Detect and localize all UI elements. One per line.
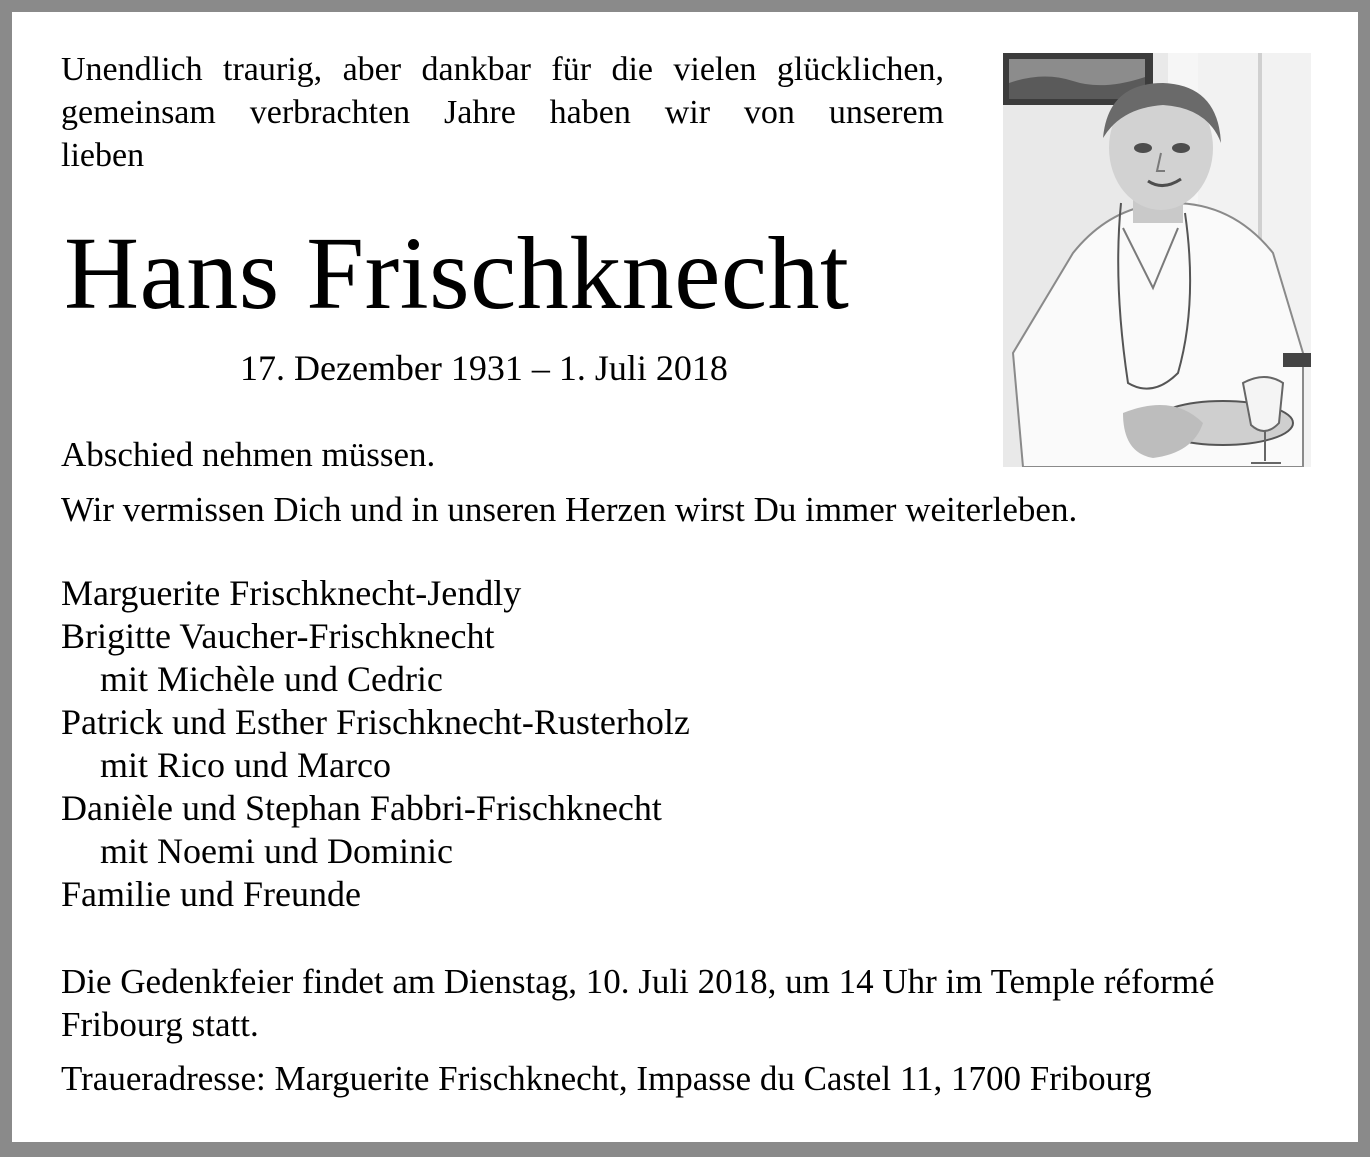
survivor-sub-entry: mit Michèle und Cedric [100, 659, 443, 699]
intro-line-3: lieben [61, 137, 145, 174]
intro-line-1: Unendlich traurig, aber dankbar für die vielen glücklichen, [61, 51, 944, 88]
farewell-text: Abschied nehmen müssen. [61, 435, 436, 474]
intro-text [61, 48, 944, 177]
survivor-entry: Brigitte Vaucher-Frischknecht [61, 616, 495, 656]
obituary-notice [12, 12, 1358, 1142]
survivor-entry: Patrick und Esther Frischknecht-Rusterholz [61, 702, 690, 742]
portrait-photo [1003, 53, 1311, 467]
survivor-sub-entry: mit Rico und Marco [100, 745, 391, 785]
deceased-name: Hans Frischknecht [64, 216, 850, 331]
remembrance-text: Wir vermissen Dich und in unseren Herzen wirst Du immer weiterleben. [61, 490, 1078, 529]
survivor-entry: Familie und Freunde [61, 874, 361, 914]
survivor-entry: Danièle und Stephan Fabbri-Frischknecht [61, 788, 662, 828]
survivor-entry: Marguerite Frischknecht-Jendly [61, 573, 522, 613]
portrait-image [1003, 53, 1311, 467]
ceremony-line-1: Die Gedenkfeier findet am Dienstag, 10. Juli 2018, um 14 Uhr im Temple réformé [61, 962, 1215, 1001]
life-dates: 17. Dezember 1931 – 1. Juli 2018 [240, 348, 728, 388]
ceremony-line-2: Fribourg statt. [61, 1005, 259, 1044]
survivor-sub-entry: mit Noemi und Dominic [100, 831, 453, 871]
mourning-address: Traueradresse: Marguerite Frischknecht, Impasse du Castel 11, 1700 Fribourg [61, 1059, 1152, 1098]
survivors-list [61, 572, 690, 916]
intro-line-2: gemeinsam verbrachten Jahre haben wir von unserem [61, 94, 944, 131]
